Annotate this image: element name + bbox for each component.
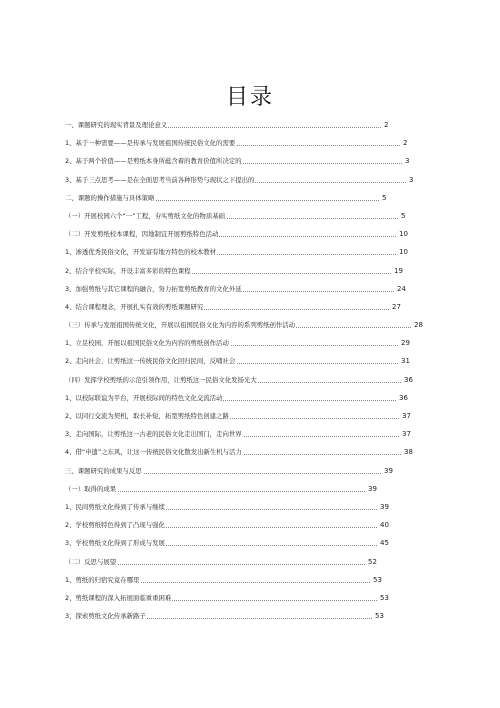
toc-entry[interactable]	[65, 553, 425, 571]
toc-entry-title: 一、课题研究的现实背景及理论意义	[65, 116, 168, 134]
toc-entry[interactable]	[65, 171, 425, 189]
toc-entry-title: 1、立足校园，开展以祖国民俗文化为内容的剪纸创作活动	[65, 334, 230, 352]
toc-entry[interactable]	[65, 262, 425, 280]
toc-entry[interactable]	[65, 516, 425, 534]
toc-page-number: 31	[400, 352, 410, 370]
toc-entry[interactable]	[65, 280, 425, 298]
toc-entry[interactable]	[65, 316, 425, 334]
toc-entry[interactable]	[65, 425, 425, 443]
toc-entry-title: 三、课题研究的成果与反思	[65, 462, 143, 480]
toc-page-number: 5	[381, 189, 386, 207]
toc-page-number: 40	[379, 516, 389, 534]
toc-entry[interactable]	[65, 607, 425, 625]
toc-entry-title: 3、加强剪纸与其它课程的融合，努力拓宽剪纸教育的文化外延	[65, 280, 243, 298]
toc-page-number: 2	[402, 134, 407, 152]
toc-page-number: 53	[374, 607, 384, 625]
toc-entry[interactable]	[65, 152, 425, 170]
toc-entry[interactable]	[65, 298, 425, 316]
toc-entry[interactable]	[65, 407, 425, 425]
toc-entry-title: 二、课题的操作措施与具体策略	[65, 189, 155, 207]
toc-page-number: 39	[367, 480, 377, 498]
toc-entry-title: 1、渗透优秀民俗文化，开发富有地方特色的校本教材	[65, 243, 217, 261]
toc-entry[interactable]	[65, 352, 425, 370]
toc-page-number: 39	[379, 498, 389, 516]
toc-page-number: 36	[398, 389, 408, 407]
toc-entry-title: 1、剪纸的归宿究竟在哪里	[65, 571, 140, 589]
toc-entry-title: （二）开发剪纸校本课程，因地制宜开展剪纸特色活动	[65, 225, 219, 243]
toc-entry[interactable]	[65, 534, 425, 552]
toc-page-number: 39	[383, 462, 393, 480]
toc-entry[interactable]	[65, 225, 425, 243]
page-title: 目录	[225, 85, 274, 110]
toc-entry[interactable]	[65, 207, 425, 225]
toc-entry-title: 1、民间剪纸文化得到了传承与继续	[65, 498, 166, 516]
toc-page-number: 36	[403, 371, 413, 389]
toc-entry-title: （一）开展校园六个“一”工程，夯实剪纸文化的物质基础	[65, 207, 226, 225]
toc-entry[interactable]	[65, 480, 425, 498]
toc-entry-title: 2、基于两个价值——是剪纸本身所蕴含着的教育价值所决定的	[65, 152, 243, 170]
toc-entry-title: 4、借“申遗”之东风，让这一传统民俗文化散发出新生机与活力	[65, 443, 243, 461]
toc-entry[interactable]	[65, 389, 425, 407]
toc-entry[interactable]	[65, 116, 425, 134]
toc-page-number: 10	[398, 243, 408, 261]
toc-page-number: 10	[398, 225, 408, 243]
toc-entry-title: 1、基于一种需要——是传承与发展祖国传统民俗文化的需要	[65, 134, 236, 152]
toc-page-number: 52	[367, 553, 377, 571]
toc-page-number: 2	[383, 116, 388, 134]
toc-entry[interactable]	[65, 571, 425, 589]
toc-page-number: 5	[400, 207, 405, 225]
toc-entry-title: （二）反思与展望	[65, 553, 117, 571]
toc-entry[interactable]	[65, 443, 425, 461]
toc-entry-title: 3、探索剪纸文化传承新路子	[65, 607, 147, 625]
toc-entry-title: （四）发挥学校剪纸的示范引领作用，让剪纸这一民俗文化发扬光大	[65, 371, 258, 389]
toc-page-number: 29	[400, 334, 410, 352]
toc-page-number: 37	[401, 407, 411, 425]
toc-entry[interactable]	[65, 498, 425, 516]
toc-entry-title: 2、走向社会，让剪纸这一传统民俗文化回归民间，反哺社会	[65, 352, 236, 370]
toc-entry[interactable]	[65, 189, 425, 207]
toc-entry[interactable]	[65, 589, 425, 607]
toc-entry[interactable]	[65, 462, 425, 480]
toc-entry[interactable]	[65, 334, 425, 352]
toc-entry-title: 2、学校剪纸特色得到了凸现与强化	[65, 516, 166, 534]
toc-page-number: 24	[396, 280, 406, 298]
toc-entry-title: 4、结合课程理念，开展扎实有效的剪纸课题研究	[65, 298, 204, 316]
toc-page-number: 37	[401, 425, 411, 443]
toc-entry[interactable]	[65, 134, 425, 152]
toc-page-number: 27	[391, 298, 401, 316]
toc-entry-title: 3、基于三点思考——是在全面思考当前各种形势与现状之下提出的	[65, 171, 255, 189]
toc-page-number: 19	[393, 262, 403, 280]
toc-page-number: 3	[408, 171, 413, 189]
toc-entry-title: （三）传承与发展祖国传统文化，开展以祖国民俗文化为内容的系列剪纸创作活动	[65, 316, 296, 334]
toc-page-number: 28	[413, 316, 423, 334]
toc-page-number: 3	[404, 152, 409, 170]
toc-page-number: 38	[403, 443, 413, 461]
toc-entry-title: 2、以同行交流为契机，取长补短，拓宽剪纸特色创建之路	[65, 407, 230, 425]
toc-entry-title: 3、学校剪纸文化得到了形成与发展	[65, 534, 166, 552]
toc-entry-title: 1、以校际联谊为平台，开展校际间的特色文化交流活动	[65, 389, 223, 407]
toc-entry[interactable]	[65, 243, 425, 261]
table-of-contents	[65, 116, 425, 625]
toc-page-number: 45	[379, 534, 389, 552]
toc-entry-title: 2、结合学校实际，开设丰富多彩的特色课程	[65, 262, 192, 280]
toc-page-number: 53	[379, 589, 389, 607]
toc-entry-title: 2、剪纸课程的深入拓展面临重重困难	[65, 589, 172, 607]
toc-entry[interactable]	[65, 371, 425, 389]
toc-page-number: 53	[372, 571, 382, 589]
toc-entry-title: 3、走向国际，让剪纸这一古老的民俗文化走出国门，走向世界	[65, 425, 243, 443]
toc-entry-title: （一）取得的成果	[65, 480, 117, 498]
